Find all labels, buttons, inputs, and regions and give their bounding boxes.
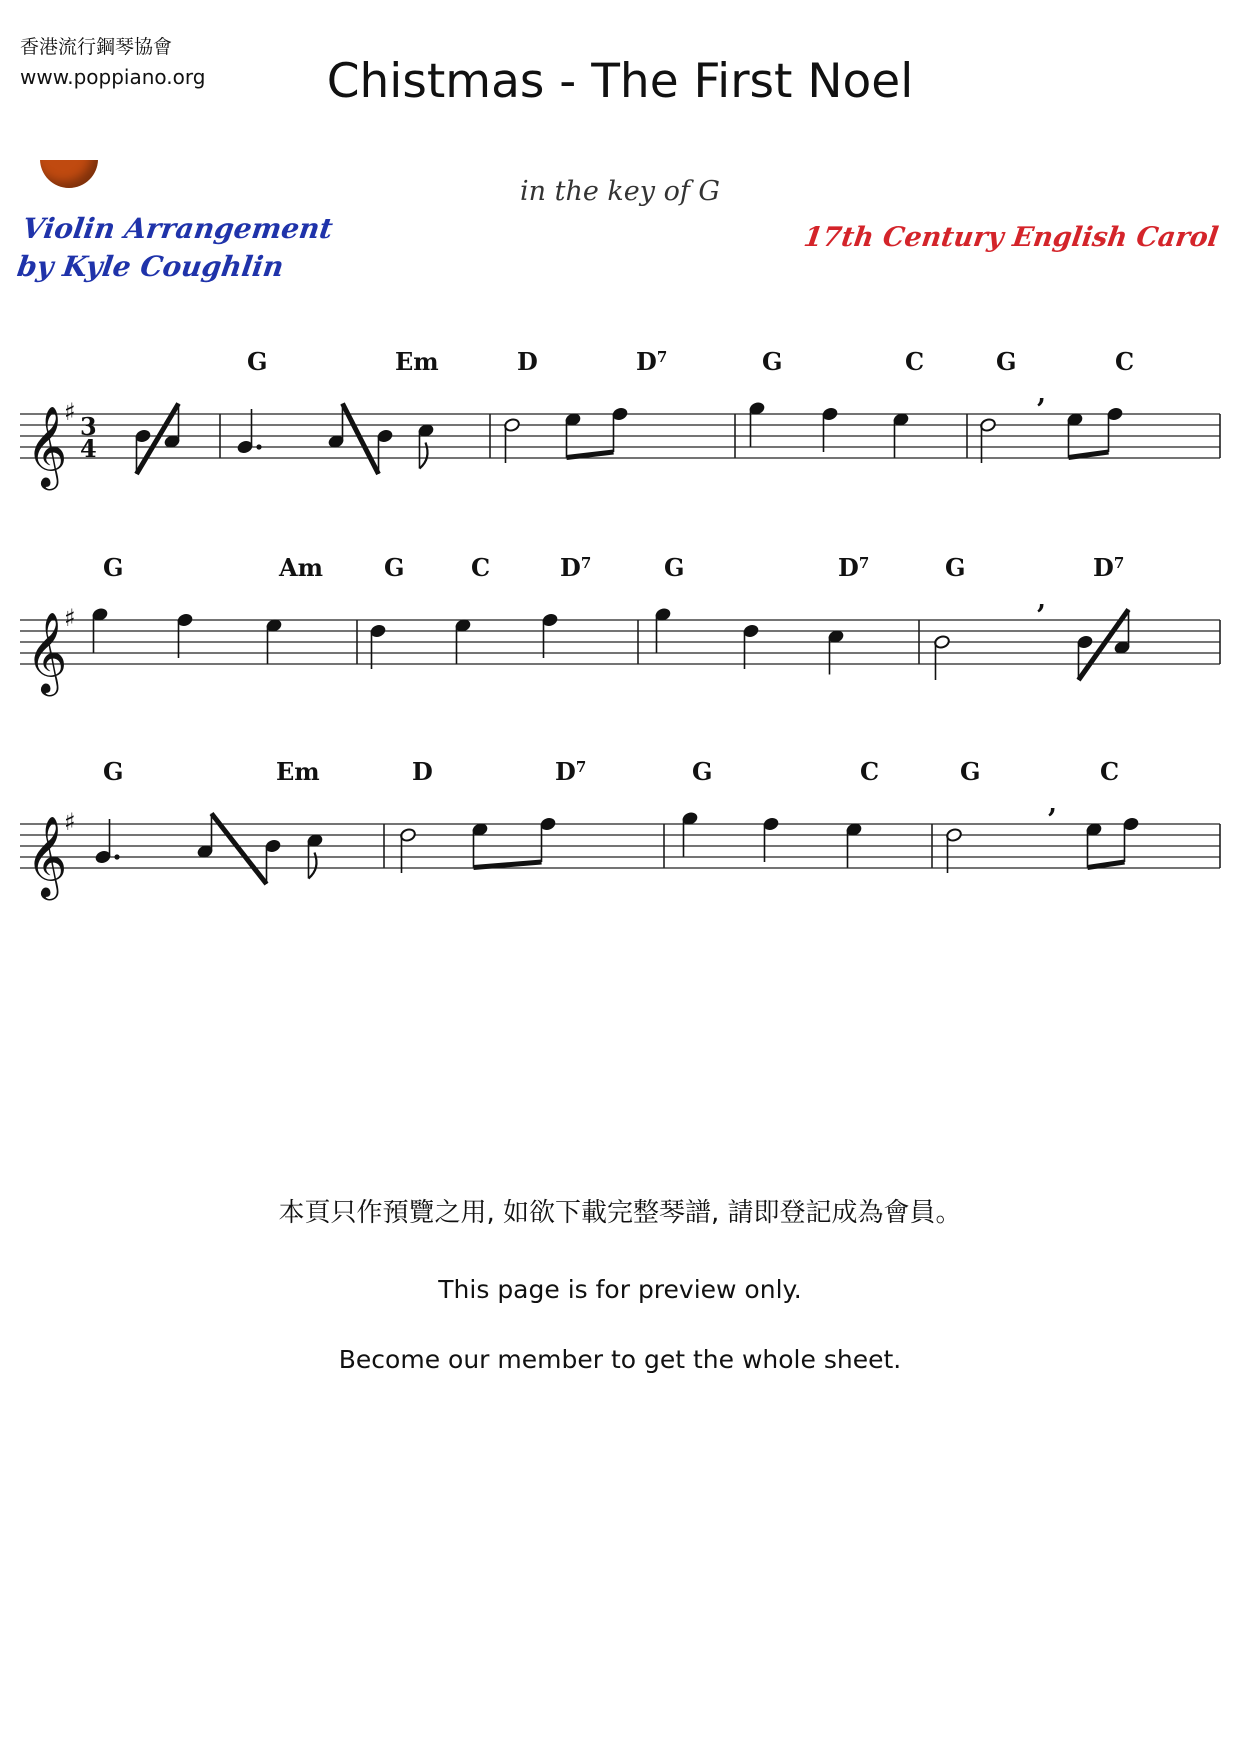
chord-symbol: $D^7$ bbox=[560, 553, 592, 582]
arranger-line-1: Violin Arrangement bbox=[20, 212, 335, 245]
chord-symbol: Em bbox=[395, 347, 439, 376]
chord-symbol: $D^7$ bbox=[555, 757, 587, 786]
chord-symbol: G bbox=[960, 757, 981, 786]
chord-symbol: G bbox=[384, 553, 405, 582]
sharp-icon: ♯ bbox=[64, 604, 76, 632]
notice-chinese: 本頁只作預覽之用, 如欲下載完整琴譜, 請即登記成為會員。 bbox=[278, 1198, 962, 1228]
chord-symbol: C bbox=[1115, 347, 1135, 376]
chord-symbol: G bbox=[762, 347, 783, 376]
time-signature-numerator: 3 bbox=[80, 412, 97, 441]
beam bbox=[567, 452, 614, 458]
treble-clef-icon: 𝄞 bbox=[26, 611, 68, 693]
chord-seventh: 7 bbox=[858, 554, 870, 572]
chord-symbol: G bbox=[945, 553, 966, 582]
notice-member: Become our member to get the whole sheet. bbox=[338, 1345, 902, 1374]
sharp-icon: ♯ bbox=[64, 398, 76, 426]
chord-symbol: G bbox=[664, 553, 685, 582]
breath-mark: , bbox=[1037, 585, 1047, 615]
chord-symbol: C bbox=[471, 553, 491, 582]
time-signature-denominator: 4 bbox=[80, 434, 97, 463]
staff-system bbox=[20, 347, 1220, 490]
chord-symbol: $D^7$ bbox=[1093, 553, 1125, 582]
chord-symbol: $D^7$ bbox=[838, 553, 870, 582]
chord-symbol: G bbox=[103, 553, 124, 582]
chord-symbol: G bbox=[103, 757, 124, 786]
beam bbox=[474, 862, 542, 868]
chord-symbol: G bbox=[692, 757, 713, 786]
sheet-music bbox=[0, 330, 1240, 930]
arranger-line-2: by Kyle Coughlin bbox=[15, 250, 286, 283]
chord-symbol: D bbox=[517, 347, 538, 376]
page-title: Chistmas - The First Noel bbox=[326, 54, 914, 109]
notice-preview: This page is for preview only. bbox=[438, 1275, 802, 1304]
chord-symbol: G bbox=[247, 347, 268, 376]
dot bbox=[256, 444, 261, 449]
origin-credit: 17th Century English Carol bbox=[801, 222, 1221, 253]
chord-seventh: 7 bbox=[1113, 554, 1125, 572]
treble-clef-icon: 𝄞 bbox=[26, 815, 68, 897]
chord-symbol: $D^7$ bbox=[636, 347, 668, 376]
chord-symbol: C bbox=[905, 347, 925, 376]
site-url[interactable]: www.poppiano.org bbox=[20, 65, 206, 89]
key-note: in the key of G bbox=[520, 176, 720, 207]
beam bbox=[1069, 452, 1109, 458]
chord-seventh: 7 bbox=[656, 348, 668, 366]
chord-symbol: D bbox=[412, 757, 433, 786]
site-name: 香港流行鋼琴協會 bbox=[20, 36, 173, 58]
beam bbox=[1088, 862, 1125, 868]
chord-seventh: 7 bbox=[575, 758, 587, 776]
chord-seventh: 7 bbox=[580, 554, 592, 572]
chord-symbol: C bbox=[1100, 757, 1120, 786]
breath-mark: , bbox=[1037, 379, 1047, 409]
treble-clef-icon: 𝄞 bbox=[26, 405, 68, 487]
chord-symbol: Am bbox=[279, 553, 324, 582]
staff-system bbox=[20, 757, 1220, 900]
chord-symbol: Em bbox=[276, 757, 320, 786]
breath-mark: , bbox=[1048, 789, 1058, 819]
chord-symbol: C bbox=[860, 757, 880, 786]
arranger-credit bbox=[15, 210, 335, 286]
staff-system bbox=[20, 553, 1220, 696]
dot bbox=[114, 854, 119, 859]
sharp-icon: ♯ bbox=[64, 808, 76, 836]
chord-symbol: G bbox=[996, 347, 1017, 376]
